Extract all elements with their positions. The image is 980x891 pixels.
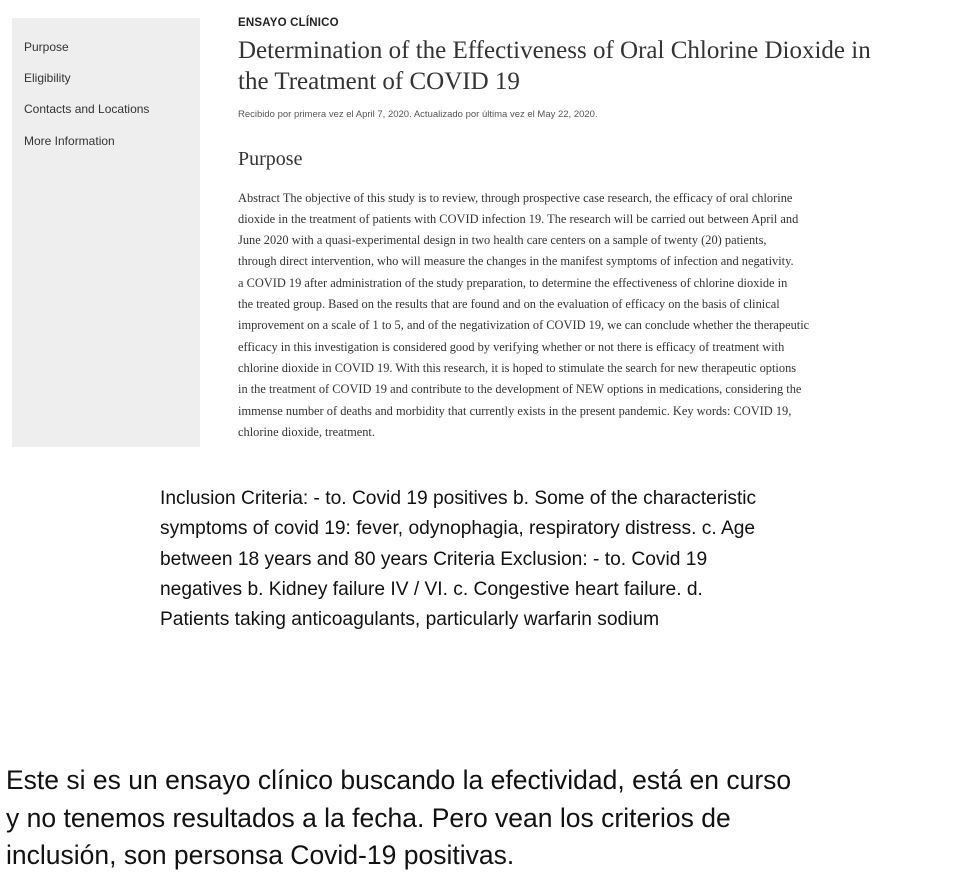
abstract-line: chlorine dioxide in COVID 19. With this research, it is hoped to stimulate the search for new therapeutic options: [238, 360, 797, 375]
inclusion-criteria-text: [160, 484, 900, 635]
inclusion-line: Patients taking anticoagulants, particularly warfarin sodium: [160, 609, 660, 631]
abstract-line: June 2020 with a quasi-experimental design in two health care centers on a sample of twenty (20) patients,: [238, 233, 767, 248]
abstract-text: [238, 188, 950, 444]
abstract-line: the treated group. Based on the results that are found and on the evaluation of efficacy on the basis of clinical: [238, 297, 780, 312]
abstract-line: Abstract The objective of this study is to review, through prospective case research, the efficacy of oral chlorine: [238, 190, 793, 205]
study-main: [238, 14, 958, 443]
caption-line: inclusión, son personsa Covid-19 positivas.: [6, 840, 515, 870]
caption-text: [6, 762, 976, 875]
abstract-line: through direct intervention, who will measure the changes in the manifest symptoms of infection and negativity.: [238, 254, 794, 269]
page-title: [238, 35, 958, 97]
abstract-line: a COVID 19 after administration of the study preparation, to determine the effectiveness of chlorine dioxide in: [238, 275, 788, 290]
study-dates: Recibido por primera vez el April 7, 2020. Actualizado por última vez el May 22, 2020.: [238, 109, 598, 120]
sidebar-item-contacts-and-locations[interactable]: Contacts and Locations: [24, 102, 150, 116]
sidebar-item-purpose[interactable]: Purpose: [24, 40, 69, 54]
caption-line: y no tenemos resultados a la fecha. Pero vean los criterios de: [6, 802, 731, 833]
inclusion-line: symptoms of covid 19: fever, odynophagia, respiratory distress. c. Age: [160, 518, 756, 540]
inclusion-line: Inclusion Criteria: - to. Covid 19 positives b. Some of the characteristic: [160, 488, 757, 509]
sidebar-nav: [12, 18, 200, 447]
inclusion-line: negatives b. Kidney failure IV / VI. c. Congestive heart failure. d.: [160, 578, 703, 600]
abstract-line: efficacy in this investigation is considered good by verifying whether or not there is efficacy of treatment with: [238, 339, 785, 354]
purpose-heading: Purpose: [238, 148, 303, 170]
study-category-label: ENSAYO CLÍNICO: [238, 17, 339, 29]
caption-line: Este si es un ensayo clínico buscando la efectividad, está en curso: [6, 765, 792, 795]
abstract-line: improvement on a scale of 1 to 5, and of the negativization of COVID 19, we can conclude whether the therapeutic: [238, 318, 810, 333]
abstract-line: in the treatment of COVID 19 and contribute to the development of NEW options in medications, considering the: [238, 382, 802, 397]
title-line-2: the Treatment of COVID 19: [238, 68, 520, 95]
title-line-1: Determination of the Effectiveness of Oral Chlorine Dioxide in: [238, 37, 871, 64]
abstract-line: chlorine dioxide, treatment.: [238, 424, 375, 439]
sidebar-item-eligibility[interactable]: Eligibility: [24, 71, 71, 85]
abstract-line: dioxide in the treatment of patients with COVID infection 19. The research will be carried out between April and: [238, 211, 799, 226]
abstract-line: immense number of deaths and morbidity that currently exists in the present pandemic. Key words: COVID 19,: [238, 403, 792, 418]
sidebar-item-more-information[interactable]: More Information: [24, 134, 115, 148]
inclusion-line: between 18 years and 80 years Criteria Exclusion: - to. Covid 19: [160, 548, 708, 570]
